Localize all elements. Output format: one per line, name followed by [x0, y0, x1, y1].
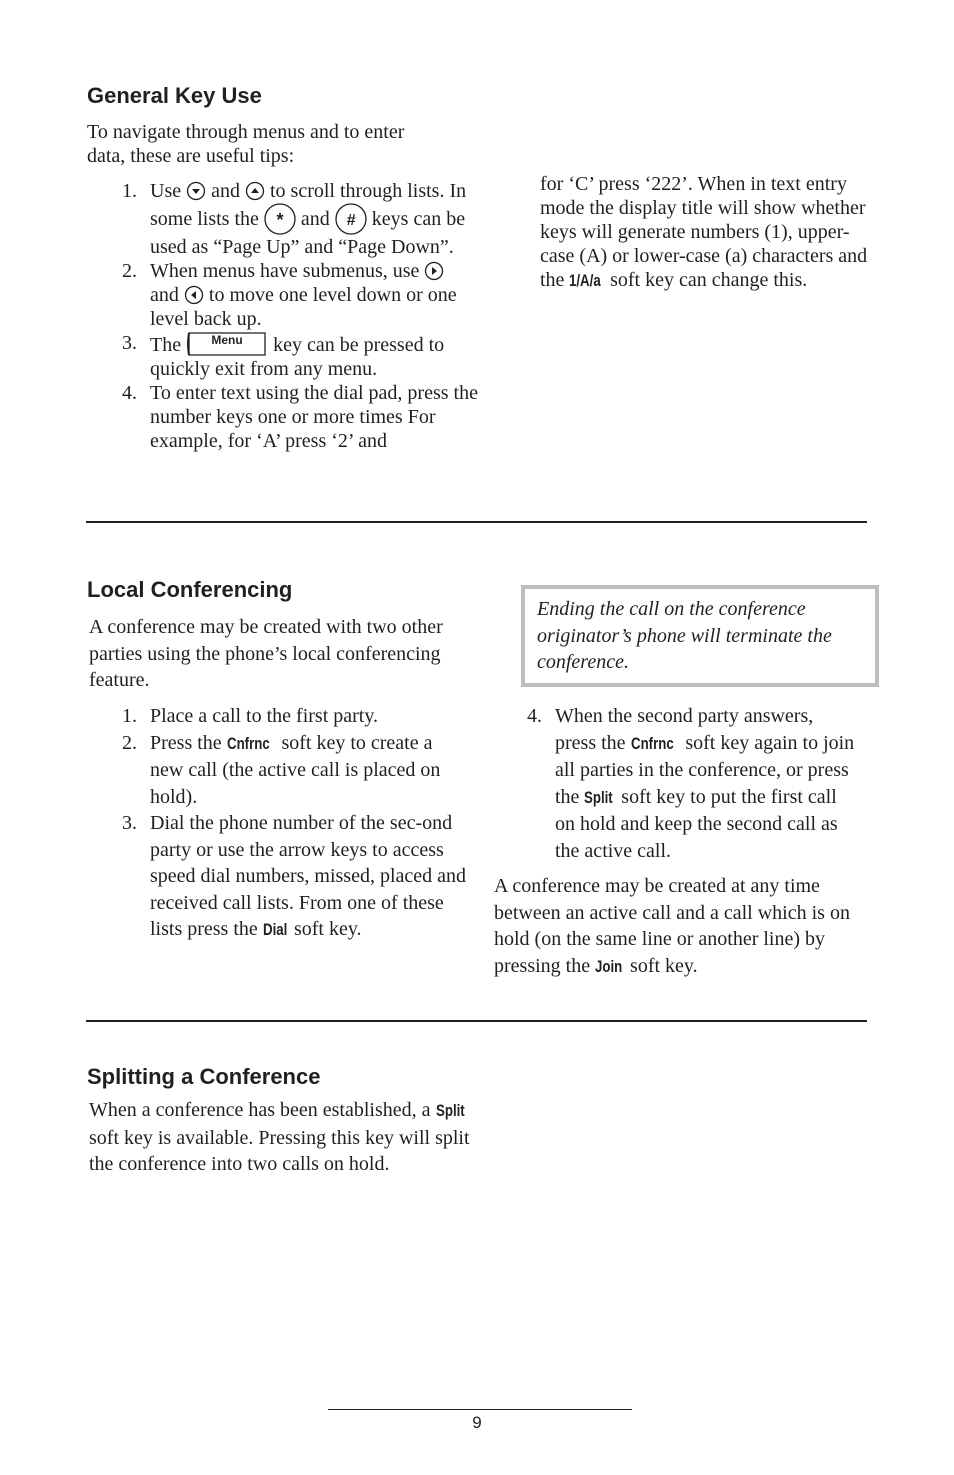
general-key-use-list — [122, 179, 478, 453]
footer-rule — [328, 1409, 632, 1410]
left-arrow-key-icon — [184, 285, 204, 305]
list-item: 3. Dial the phone number of the sec-ond party or use the arrow keys to access speed dial numbers, missed, placed and received call lists. From one of these lists press the Dial soft key. — [122, 810, 470, 944]
softkey-dial: Dial — [262, 920, 288, 939]
list-item: 1. Use and to scroll through lists. In some lists the * and # keys can be used as “Page Up” and “Page Down”. — [122, 180, 467, 258]
list-item: 4. To enter text using the dial pad, press the number keys one or more times For example, for ‘A’ press ‘2’ and — [122, 382, 478, 452]
local-conferencing-list-continued — [527, 703, 857, 864]
svg-text:#: # — [346, 212, 356, 229]
local-conferencing-list — [122, 703, 470, 944]
splitting-conference-paragraph: When a conference has been established, a Split soft key is available. Pressing this key will split the conference into two calls on hold. — [89, 1099, 470, 1175]
softkey-cnfrnc: Cnfrnc — [226, 733, 270, 753]
list-item: 2. Press the Cnfrnc soft key to create a new call (the active call is placed on hold). — [122, 731, 441, 808]
local-conferencing-join-paragraph: A conference may be created at any time between an active call and a call which is on hold (on the same line or another line) by pressing the Join soft key. — [494, 873, 862, 980]
menu-key-label: Menu — [211, 333, 243, 347]
scroll-down-key-icon — [186, 181, 206, 201]
local-conferencing-intro: A conference may be created with two other parties using the phone’s local conferencing feature. — [89, 616, 443, 691]
softkey-split: Split — [584, 787, 614, 807]
section-title-local-conferencing: Local Conferencing — [87, 577, 293, 602]
star-key-icon — [264, 203, 296, 235]
general-key-use-intro: To navigate through menus and to enter data, these are useful tips: — [87, 121, 405, 167]
list-item: 1. Place a call to the first party. — [122, 705, 379, 727]
section-divider — [86, 1020, 867, 1022]
list-item: 3. The Menu key can be pressed to quickly exit from any menu. — [122, 332, 445, 380]
section-divider — [86, 521, 867, 523]
page-number: 9 — [472, 1413, 482, 1432]
general-key-use-column2: for ‘C’ press ‘222’. When in text entry mode the display title will show whether keys will generate numbers (1), upper-case (A) or lower-case (a) characters and the 1/A/a soft key can change this. — [540, 173, 868, 291]
scroll-up-key-icon — [245, 181, 265, 201]
menu-key-icon — [186, 331, 268, 357]
right-arrow-key-icon — [424, 261, 444, 281]
section-title-splitting-a-conference: Splitting a Conference — [87, 1064, 321, 1089]
hash-key-icon — [335, 203, 367, 235]
softkey-1Aa: 1/A/a — [569, 271, 602, 290]
svg-text:*: * — [276, 210, 284, 230]
softkey-join: Join — [595, 956, 623, 976]
list-item: 4. When the second party answers, press the Cnfrnc soft key again to join all parties in the conference, or press the Split soft key to put the first call on hold and keep the second call as the active call. — [527, 705, 855, 862]
softkey-split: Split — [435, 1101, 465, 1120]
softkey-cnfrnc: Cnfrnc — [630, 733, 674, 753]
list-item: 2. When menus have submenus, use and to move one level down or one level back up. — [122, 260, 457, 330]
conference-note-box: Ending the call on the conference originator’s phone will terminate the conference. — [521, 585, 879, 687]
section-title-general-key-use: General Key Use — [87, 83, 262, 108]
